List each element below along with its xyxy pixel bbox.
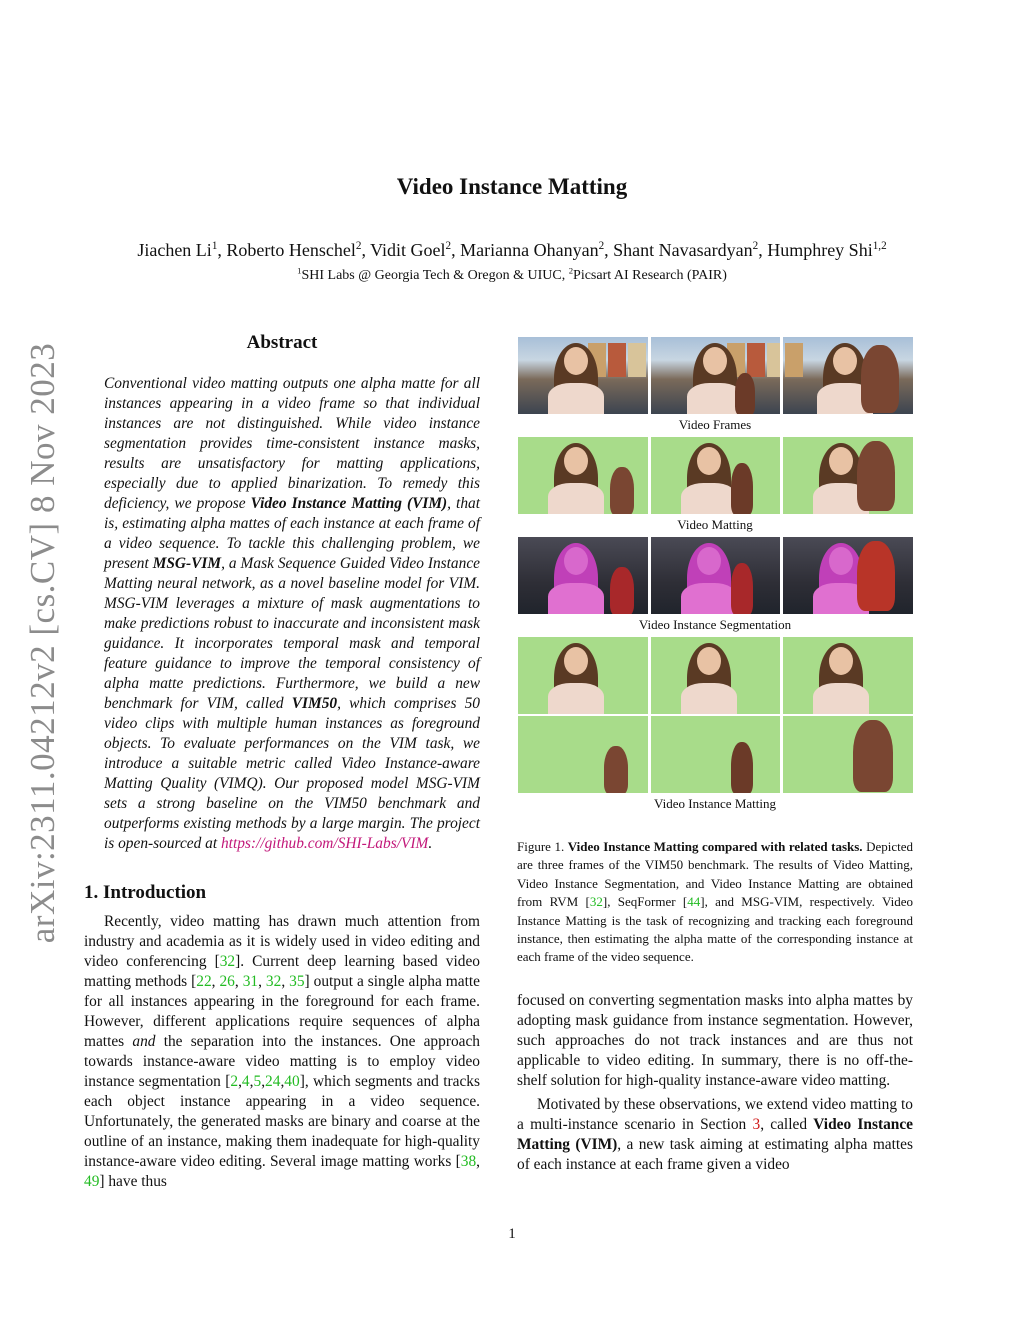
affil-text: SHI Labs @ Georgia Tech & Oregon & UIUC, xyxy=(301,268,569,283)
intro-span: ] output a single alpha matte for all instances appearing in the foreground for each frame. However, different applications require sequences of alpha mattes xyxy=(84,973,480,1050)
video-frame-image xyxy=(783,337,913,414)
author-affil-mark: 2 xyxy=(752,240,759,252)
fig-label-instance-matting: Video Instance Matting xyxy=(654,796,776,811)
instance-matting-image xyxy=(518,716,648,793)
author-name: Marianna Ohanyan xyxy=(460,240,599,260)
author-affil-mark: 2 xyxy=(598,240,605,252)
fig-row-instance-matting-2 xyxy=(518,716,913,793)
citation-link[interactable]: 5 xyxy=(253,1073,262,1090)
author-name: Vidit Goel xyxy=(370,240,446,260)
citation-link[interactable]: 38 xyxy=(460,1153,477,1170)
video-frame-image xyxy=(651,337,781,414)
body-span: , called xyxy=(760,1115,814,1133)
affil-mark: 1 xyxy=(297,265,302,276)
instance-matting-image xyxy=(651,716,781,793)
section-link[interactable]: 3 xyxy=(752,1115,761,1133)
citation-link[interactable]: 22 xyxy=(196,973,212,990)
matting-result-image xyxy=(518,437,648,514)
abstract-bold: VIM50 xyxy=(291,695,338,712)
abstract-span: , that is, estimating alpha mattes of each instance at each frame of a video sequence. To tackle this challenging problem, we present xyxy=(104,495,481,572)
intro-span: ], which segments and tracks each object instance appearing in a video sequence. Unfortunately, the generated masks are binary and coarse at the outline of an instance, making them inadequate for high-quality instance-aware video editing. Several image matting works [ xyxy=(84,1073,480,1170)
intro-span: ] have thus xyxy=(99,1173,167,1190)
caption-span: Depicted are three frames of the VIM50 benchmark. The results of Video Matting, Video Instance Segmentation, and Video Instance Matting are obtained from RVM [ xyxy=(517,839,913,910)
caption-prefix: Figure 1. xyxy=(517,839,568,854)
abstract-span: , a Mask Sequence Guided Video Instance Matting neural network, as a novel baseline model for VIM. MSG-VIM leverages a mixture of mask augmentations to make predictions robust to inaccurate and inconsistent mask guidance. It incorporates temporal mask and temporal feature guidance to improve the temporal consistency of alpha matte predictions. Furthermore, we build a new benchmark for VIM, called xyxy=(104,555,480,712)
author-sep: , xyxy=(604,240,614,260)
right-body xyxy=(517,991,913,1175)
author-sep: , xyxy=(361,240,371,260)
citation-link[interactable]: 32 xyxy=(589,894,603,910)
instance-matting-image xyxy=(651,637,781,714)
body-paragraph: focused on converting segmentation masks into alpha mattes by adopting mask guidance from instance segmentation. However, such approaches do not track instances and are thus not applicable to video editing. In summary, there is no off-the-shelf solution for high-quality instance-aware video matting. xyxy=(517,991,913,1089)
fig-label-instance-segmentation: Video Instance Segmentation xyxy=(638,617,792,632)
caption-bold: Video Instance Matting compared with related tasks. xyxy=(567,839,863,854)
abstract-span: . xyxy=(428,835,433,852)
author-name: Jiachen Li xyxy=(137,240,212,260)
body-span: Motivated by these observations, we extend video matting to a multi-instance scenario in Section xyxy=(517,1095,913,1133)
abstract-text xyxy=(104,374,480,854)
citation-link[interactable]: 32 xyxy=(219,953,236,970)
fig-row-instance-segmentation xyxy=(518,537,913,614)
citation-link[interactable]: 32 xyxy=(265,973,282,990)
matting-result-image xyxy=(651,437,781,514)
intro-span: Recently, video matting has drawn much attention from industry and academia as it is widely used in video editing and video conferencing [ xyxy=(84,913,480,970)
right-column xyxy=(517,337,913,1175)
author-affil-mark: 1 xyxy=(211,240,218,252)
citation-link[interactable]: 2 xyxy=(230,1073,239,1090)
citation-link[interactable]: 35 xyxy=(289,973,305,990)
segmentation-result-image xyxy=(651,537,781,614)
fig-label-video-frames: Video Frames xyxy=(678,417,752,432)
intro-paragraph: Recently, video matting has drawn much attention from industry and academia as it is widely used in video editing and video conferencing [32]. Current deep learning based video matting methods [22, 26, 31, 32, 35] output a single alpha matte for all instances appearing in the foreground for each frame. However, different applications require sequences of alpha mattes and the separation into the instances. One approach towards instance-aware video matting is to employ video instance segmentation [2,4,5,24,40], which segments and tracks each object instance appearing in a video sequence. Unfortunately, the generated masks are binary and coarse at the outline of an instance, making them inadequate for high-quality instance-aware video editing. Several image matting works [38, 49] have thus xyxy=(84,913,481,1190)
abstract-bold: MSG-VIM xyxy=(152,555,222,572)
citation-link[interactable]: 44 xyxy=(687,894,701,910)
author-name: Roberto Henschel xyxy=(226,240,356,260)
caption-span: ], and MSG-VIM, respectively. Video Instance Matting is the task of recognizing and tracking each foreground instance, then estimating the alpha matte of the corresponding instance at each frame of the video sequence. xyxy=(517,894,913,965)
citation-link[interactable]: 40 xyxy=(284,1073,300,1090)
segmentation-result-image xyxy=(783,537,913,614)
caption-span: ], SeqFormer [ xyxy=(602,894,688,910)
author-sep: , xyxy=(217,240,227,260)
page-number: 1 xyxy=(508,1226,516,1242)
segmentation-result-image xyxy=(518,537,648,614)
affil-text: Picsart AI Research (PAIR) xyxy=(573,268,727,283)
left-column xyxy=(84,332,480,1192)
author-sep: , xyxy=(758,240,768,260)
instance-matting-image xyxy=(783,637,913,714)
abstract-span: , which comprises 50 video clips with multiple human instances as foreground objects. To evaluate performances on the VIM task, we introduce a suitable metric called Video Instance-aware Matting Quality (VIMQ). Our proposed model MSG-VIM sets a strong baseline on the VIM50 benchmark and outperforms existing methods by a large margin. The project is open-sourced at xyxy=(104,695,480,852)
author-sep: , xyxy=(451,240,461,260)
abstract-heading: Abstract xyxy=(246,332,318,353)
citation-link[interactable]: 4 xyxy=(241,1073,250,1090)
intro-span: the separation into the instances. One approach towards instance-aware video matting is to employ video instance segmentation [ xyxy=(84,1033,481,1090)
intro-heading: 1. Introduction xyxy=(84,882,207,903)
project-link[interactable]: https://github.com/SHI-Labs/VIM xyxy=(220,835,429,852)
fig-row-video-matting xyxy=(518,437,913,514)
matting-result-image xyxy=(783,437,913,514)
citation-link[interactable]: 26 xyxy=(219,973,235,990)
citation-link[interactable]: 24 xyxy=(265,1073,281,1090)
citation-link[interactable]: 49 xyxy=(84,1173,100,1190)
author-name: Humphrey Shi xyxy=(767,240,873,260)
fig-row-video-frames xyxy=(518,337,913,414)
affiliations xyxy=(0,265,1024,284)
arxiv-stamp xyxy=(20,342,66,943)
instance-matting-image xyxy=(783,716,913,793)
intro-span: ]. Current deep learning based video matting methods [ xyxy=(84,953,480,990)
author-name: Shant Navasardyan xyxy=(613,240,753,260)
abstract-span: Conventional video matting outputs one alpha matte for all instances appearing in a video frame so that individual instances are not distinguished. While video instance segmentation provides time-consistent instance masks, results are unsatisfactory for matting applications, especially due to applied binarization. To remedy this deficiency, we propose xyxy=(104,375,480,512)
fig-label-video-matting: Video Matting xyxy=(677,517,753,532)
author-affil-mark: 2 xyxy=(445,240,452,252)
figure-1 xyxy=(517,337,913,967)
body-bold: Video Instance Matting (VIM) xyxy=(517,1115,913,1153)
citation-link[interactable]: 31 xyxy=(242,973,259,990)
fig-row-instance-matting-1 xyxy=(518,637,913,714)
author-affil-mark: 1,2 xyxy=(872,240,887,252)
instance-matting-image xyxy=(518,637,648,714)
author-affil-mark: 2 xyxy=(355,240,362,252)
affil-mark: 2 xyxy=(568,265,574,276)
figure-caption xyxy=(517,838,913,967)
paper-title: Video Instance Matting xyxy=(396,174,628,199)
body-span: , a new task aiming at estimating alpha mattes of each instance at each frame given a video xyxy=(517,1135,913,1173)
video-frame-image xyxy=(518,337,648,414)
abstract-bold: Video Instance Matting (VIM) xyxy=(250,495,448,512)
author-list xyxy=(0,240,1024,261)
body-paragraph xyxy=(517,1095,913,1175)
intro-italic: and xyxy=(132,1033,156,1050)
arxiv-stamp-text: arXiv:2311.04212v2 [cs.CV] 8 Nov 2023 xyxy=(23,342,63,943)
